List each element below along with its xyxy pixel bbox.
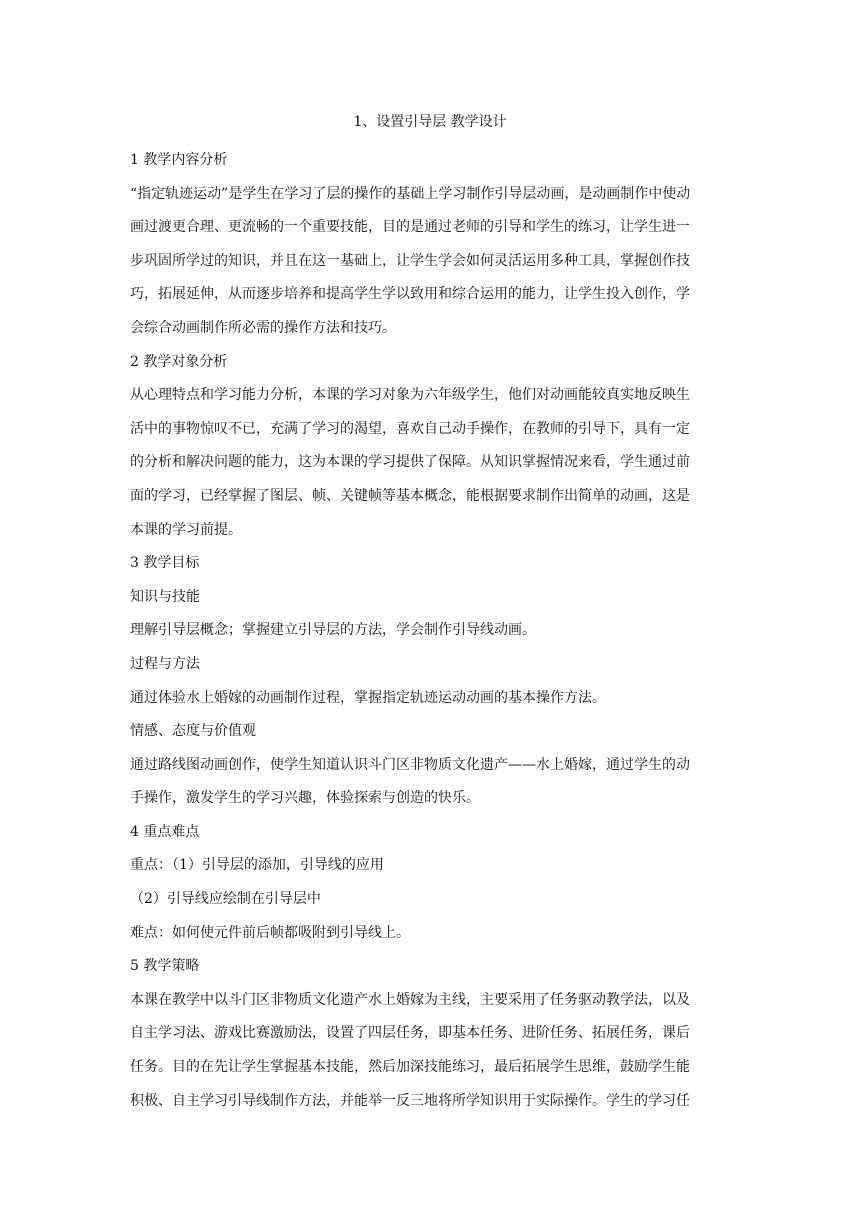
paragraph-line: 难点：如何使元件前后帧都吸附到引导线上。 — [130, 924, 410, 941]
paragraph-line: 本课在教学中以斗门区非物质文化遗产水上婚嫁为主线，主要采用了任务驱动教学法，以及 — [130, 991, 690, 1008]
section-heading-content-analysis: 1 教学内容分析 — [130, 152, 228, 168]
paragraph-line: 重点：（1）引导层的添加，引导线的应用 — [130, 857, 384, 874]
paragraph-line: 的分析和解决问题的能力，这为本课的学习提供了保障。从知识掌握情况来看，学生通过前 — [130, 454, 690, 471]
subheading-emotion-values: 情感、态度与价值观 — [130, 723, 256, 740]
paragraph-line: 通过路线图动画创作，使学生知道认识斗门区非物质文化遗产——水上婚嫁，通过学生的动 — [130, 756, 690, 773]
paragraph-line: 任务。目的在先让学生掌握基本技能，然后加深技能练习，最后拓展学生思维，鼓励学生能 — [130, 1059, 690, 1076]
subheading-process-method: 过程与方法 — [130, 655, 200, 672]
paragraph-line: 步巩固所学过的知识，并且在这一基础上，让学生学会如何灵活运用多种工具，掌握创作技 — [130, 252, 690, 269]
paragraph-line: 理解引导层概念；掌握建立引导层的方法，学会制作引导线动画。 — [130, 622, 536, 639]
paragraph-line: 面的学习，已经掌握了图层、帧、关键帧等基本概念，能根据要求制作出简单的动画，这是 — [130, 487, 690, 504]
section-heading-teaching-strategy: 5 教学策略 — [130, 958, 200, 975]
section-heading-teaching-goals: 3 教学目标 — [130, 555, 200, 572]
paragraph-line: 本课的学习前提。 — [130, 521, 242, 538]
paragraph-line: 自主学习法、游戏比赛激励法，设置了四层任务，即基本任务、进阶任务、拓展任务，课后 — [130, 1025, 690, 1042]
paragraph-line: 画过渡更合理、更流畅的一个重要技能，目的是通过老师的引导和学生的练习，让学生进一 — [130, 219, 690, 236]
paragraph-line: （2）引导线应绘制在引导层中 — [130, 891, 321, 908]
paragraph-line: “指定轨迹运动”是学生在学习了层的操作的基础上学习制作引导层动画，是动画制作中使动 — [130, 185, 691, 202]
paragraph-line: 通过体验水上婚嫁的动画制作过程，掌握指定轨迹运动动画的基本操作方法。 — [130, 689, 606, 706]
section-heading-key-difficult-points: 4 重点难点 — [130, 823, 200, 840]
paragraph-line: 活中的事物惊叹不已，充满了学习的渴望，喜欢自己动手操作，在教师的引导下，具有一定 — [130, 420, 690, 437]
paragraph-line: 积极、自主学习引导线制作方法，并能举一反三地将所学知识用于实际操作。学生的学习任 — [130, 1092, 690, 1109]
paragraph-line: 会综合动画制作所必需的操作方法和技巧。 — [130, 319, 396, 336]
document-title: 1、设置引导层 教学设计 — [353, 114, 507, 130]
subheading-knowledge-skills: 知识与技能 — [130, 588, 200, 605]
paragraph-line: 手操作，激发学生的学习兴趣，体验探索与创造的快乐。 — [130, 790, 480, 807]
paragraph-line: 巧，拓展延伸，从而逐步培养和提高学生学以致用和综合运用的能力，让学生投入创作，学 — [130, 286, 690, 303]
section-heading-student-analysis: 2 教学对象分析 — [130, 353, 228, 370]
document-body — [130, 144, 732, 1118]
paragraph-line: 从心理特点和学习能力分析，本课的学习对象为六年级学生，他们对动画能较真实地反映生 — [130, 387, 690, 404]
